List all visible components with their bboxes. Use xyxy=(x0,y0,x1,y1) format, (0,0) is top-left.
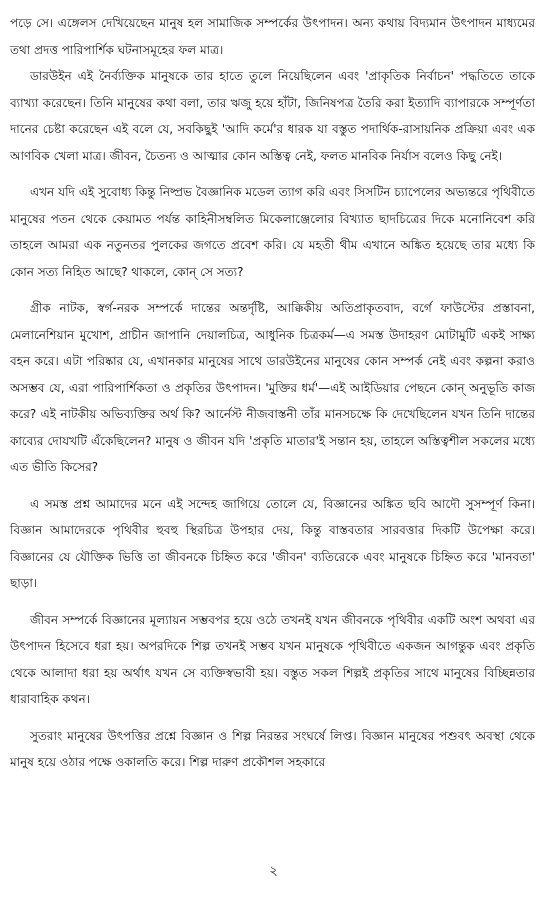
paragraph-5: এ সমস্ত প্রশ্ন আমাদের মনে এই সন্দেহ জাগিয়ে তোলে যে, বিজ্ঞানের অঙ্কিত ছবি আদৌ সুসম্পূর্ণ কিনা। বিজ্ঞান আমাদেরকে পৃথিবীর হুবহু স্থিরচিত্র উপহার দেয়, কিন্তু বাস্তবতার সারবত্তার দিকটি উপেক্ষা করে। বিজ্ঞানের যে যৌক্তিক ভিত্তি তা জীবনকে চিহ্নিত করে 'জীবন' ব্যতিরেকে এবং মানুষকে চিহ্নিত করে 'মানবতা' ছাড়া। xyxy=(10,496,535,590)
paragraph-6: জীবন সম্পর্কে বিজ্ঞানের মূল্যায়ন সম্ভবপর হয়ে ওঠে তখনই যখন জীবনকে পৃথিবীর একটি অংশ অথবা এর উৎপাদন হিসেবে ধরা হয়। অপরদিকে শিল্প তখনই সম্ভব যখন মানুষকে পৃথিবীতে একজন আগন্তুক এবং প্রকৃতি থেকে আলাদা ধরা হয় অর্থাৎ যখন সে ব্যক্তিস্বভাবী হয়। বস্তুত সকল শিল্পই প্রকৃতির সাথে মানুষের বিচ্ছিন্নতার ধারাবাহিক কথন। xyxy=(10,612,535,706)
paragraph-gap xyxy=(10,285,535,295)
paragraph-gap xyxy=(10,713,535,723)
paragraph-4: গ্রীক নাটক, স্বর্গ-নরক সম্পর্কে দান্তের অন্তর্দৃষ্টি, আক্কিকীয় অতিপ্রাকৃতবাদ, বর্গে ফাউস্টের প্রস্তাবনা, মেলানেশিয়ান মুখোশ, প্রাচীন জাপানি দেয়ালচিত্র, আধুনিক চিত্রকর্ম—এ সমস্ত উদাহরণ মোটামুটি একই সাক্ষ্য বহন করে। এটা পরিষ্কার যে, এখানকার মানুষের সাথে ডারউইনের মানুষের কোন সম্পর্ক নেই এবং কল্পনা করাও অসম্ভব যে, এরা পারিপার্শিকতা ও প্রকৃতির উৎপাদন। 'মুক্তির ধর্ম'—এই আইডিয়ার পেছনে কোন্ অনুভূতি কাজ করে? এই নাটকীয় অভিব্যক্তির অর্থ কি? আর্নেস্ট নীজবাস্তনী তাঁর মানসচক্ষে কি দেখেছিলেন যখন তিনি দান্তের কাব্যের দোযখটি এঁকেছিলেন? মানুষ ও জীবন যদি 'প্রকৃতি মাতার'ই সন্তান হয়, তাহলে অস্তিত্বশীল সকলের মধ্যে এত ভীতি কিসের? xyxy=(10,301,535,474)
paragraph-7: সুতরাং মানুষের উৎপত্তির প্রশ্নে বিজ্ঞান ও শিল্প নিরন্তর সংঘর্ষে লিপ্ত। বিজ্ঞান মানুষের পশুবৎ অবস্থা থেকে মানুষ হয়ে ওঠার পক্ষে ওকালতি করে। শিল্প দারুণ প্রকৌশল সহকারে xyxy=(10,728,535,769)
paragraph-1: পড়ে সে। এঙ্গেলস দেখিয়েছেন মানুষ হল সামাজিক সম্পর্কের উৎপাদন। অন্য কথায় বিদ্যমান উৎপাদন মাধ্যমের তথা প্রদত্ত পারিপার্শিক ঘটনাসমূহের ফল মাত্র। xyxy=(10,16,535,57)
paragraph-2: ডারউইন এই নৈর্ব্যক্তিক মানুষকে তার হাতে তুলে নিয়েছিলেন এবং 'প্রাকৃতিক নির্বাচন' পদ্ধতিতে তাকে ব্যাখ্যা করেছেন। তিনি মানুষের কথা বলা, তার ঋজু হয়ে হাঁটা, জিনিষপত্র তৈরি করা ইত্যাদি ব্যাপারকে সম্পূর্ণতা দানের চেষ্টা করেছেন এই বলে যে, সবকিছুই 'আদি কর্মে'র ধারক যা বস্তুত পদার্থিক-রাসায়নিক প্রক্রিয়া এবং এক আণবিক খেলা মাত্র। জীবন, চৈতন্য ও আত্মার কোন অস্তিত্ব নেই, ফলত মানবিক নির্যাস বলেও কিছু নেই। xyxy=(10,69,535,163)
paragraph-gap xyxy=(10,169,535,179)
paragraph-gap xyxy=(10,481,535,491)
paragraph-gap xyxy=(10,597,535,607)
page-number: ২ xyxy=(269,864,278,879)
paragraph-3: এখন যদি এই সুবোধ্য কিন্তু নিষ্প্রভ বৈজ্ঞানিক মডেল ত্যাগ করি এবং সিসটিন চ্যাপেলের অভ্যন্তরে পৃথিবীতে মানুষের পতন থেকে কেয়ামত পর্যন্ত কাহিনীসম্বলিত মিকেলাঞ্জেলোর বিখ্যাত ছাদচিত্রের দিকে মনোনিবেশ করি তাহলে আমরা এক নতুনতর পুলকের জগতে প্রবেশ করি। যে মহতী থীম এখানে অঙ্কিত হয়েছে তার মধ্যে কি কোন সত্য নিহিত আছে? থাকলে, কোন্ সে সত্য? xyxy=(10,185,535,279)
